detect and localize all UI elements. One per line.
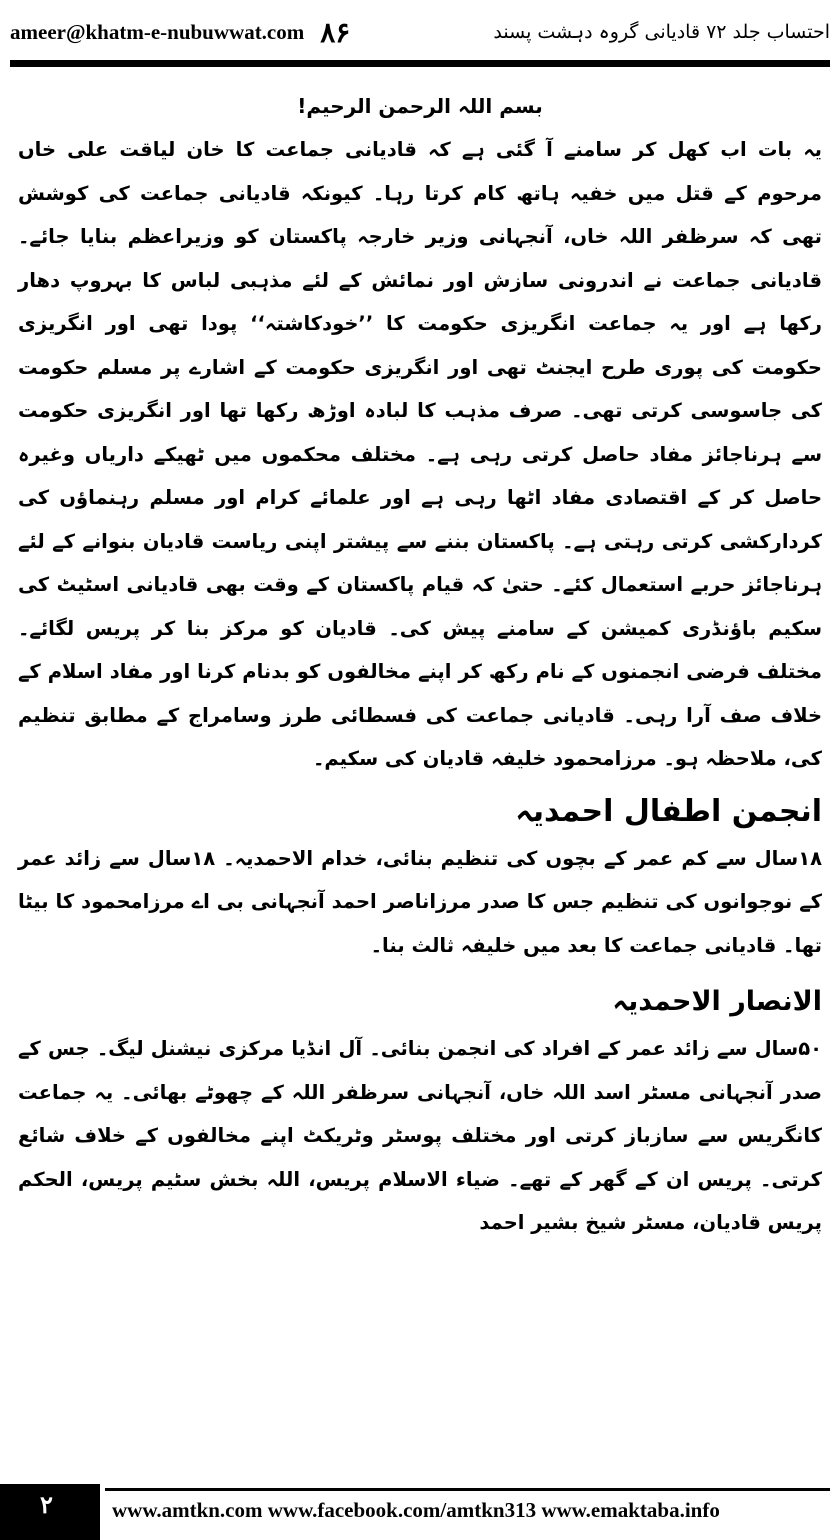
bismillah: بسم اللہ الرحمن الرحیم! <box>297 94 543 118</box>
header-running-title: احتساب جلد ۷۲ قادیانی گروہ دہشت پسند <box>493 21 830 43</box>
atfal-paragraph: ۱۸سال سے کم عمر کے بچوں کی تنظیم بنائی، خدام الاحمدیہ۔ ۱۸سال سے زائد عمر کے نوجوانوں کی تنظیم جس کا صدر مرزاناصر احمد آنجہانی بی اے مرزامحمود کا بیٹا تھا۔ قادیانی جماعت کا بعد میں خلیفہ ثالث بنا۔ <box>18 846 822 957</box>
header-rule <box>10 60 830 67</box>
footer-rule <box>105 1488 830 1491</box>
footer-page-number: ۲ <box>40 1490 53 1519</box>
section-heading-atfal: انجمن اطفال احمدیہ <box>515 793 822 829</box>
section-heading-ansar: الانصار الاحمدیہ <box>612 986 822 1017</box>
page-footer <box>0 1484 840 1540</box>
footer-number-box <box>0 1484 100 1540</box>
page-body <box>18 80 822 1245</box>
header-page-number: ۸۶ <box>320 15 351 49</box>
page-header <box>10 6 830 58</box>
header-left <box>10 16 350 49</box>
footer-links: www.amtkn.com www.facebook.com/amtkn313 www.emaktaba.info <box>112 1498 720 1522</box>
ansar-paragraph: ۵۰سال سے زائد عمر کے افراد کی انجمن بنائی۔ آل انڈیا مرکزی نیشنل لیگ۔ جس کے صدر آنجہانی مسٹر اسد اللہ خاں، آنجہانی سرظفر اللہ کے چھوٹے بھائی۔ یہ جماعت کانگریس سے سازباز کرتی اور مختلف پوسٹر وٹریکٹ اپنے مخالفوں کے خلاف شائع کرتی۔ پریس ان کے گھر کے تھے۔ ضیاء الاسلام پریس، اللہ بخش سٹیم پریس، الحکم پریس قادیان، مسٹر شیخ بشیر احمد <box>18 1037 822 1234</box>
header-email: ameer@khatm-e-nubuwwat.com <box>10 19 305 44</box>
intro-paragraph: یہ بات اب کھل کر سامنے آ گئی ہے کہ قادیانی جماعت کا خان لیاقت علی خاں مرحوم کے قتل میں خفیہ ہاتھ کام کرتا رہا۔ کیونکہ قادیانی جماعت کی کوشش تھی کہ سرظفر اللہ خاں، آنجہانی وزیر خارجہ پاکستان کو وزیراعظم بنایا جائے۔ قادیانی جماعت نے اندرونی سازش اور نمائش کے لئے مذہبی لباس کا بہروپ دھار رکھا ہے اور یہ جماعت انگریزی حکومت کا ’’خودکاشتہ‘‘ پودا تھی اور انگریزی حکومت کی پوری طرح ایجنٹ تھی اور انگریزی حکومت کے اشارے پر مسلم حکومت کی جاسوسی کرتی تھی۔ صرف مذہب کا لبادہ اوڑھ رکھا تھا اور انگریزی حکومت سے ہرناجائز مفاد حاصل کرتی رہی ہے۔ مختلف محکموں میں ٹھیکے داریاں وغیرہ حاصل کر کے اقتصادی مفاد اٹھا رہی ہے اور علمائے کرام اور مسلم رہنماؤں کی کردارکشی کرتی رہتی ہے۔ پاکستان بننے سے پیشتر اپنی ریاست قادیان بنوانے کے لئے ہرناجائز حربے استعمال کئے۔ حتیٰ کہ قیام پاکستان کے وقت بھی قادیانی اسٹیٹ کی سکیم باؤنڈری کمیشن کے سامنے پیش کی۔ قادیان کو مرکز بنا کر پریس لگائے۔ مختلف فرضی انجمنوں کے نام رکھ کر اپنے مخالفوں کو بدنام کرنا اور مفاد اسلام کے خلاف صف آرا رہی۔ قادیانی جماعت کی فسطائی طرز وسامراج کے مطابق تنظیم کی، ملاحظہ ہو۔ مرزامحمود خلیفہ قادیان کی سکیم۔ <box>18 138 822 770</box>
